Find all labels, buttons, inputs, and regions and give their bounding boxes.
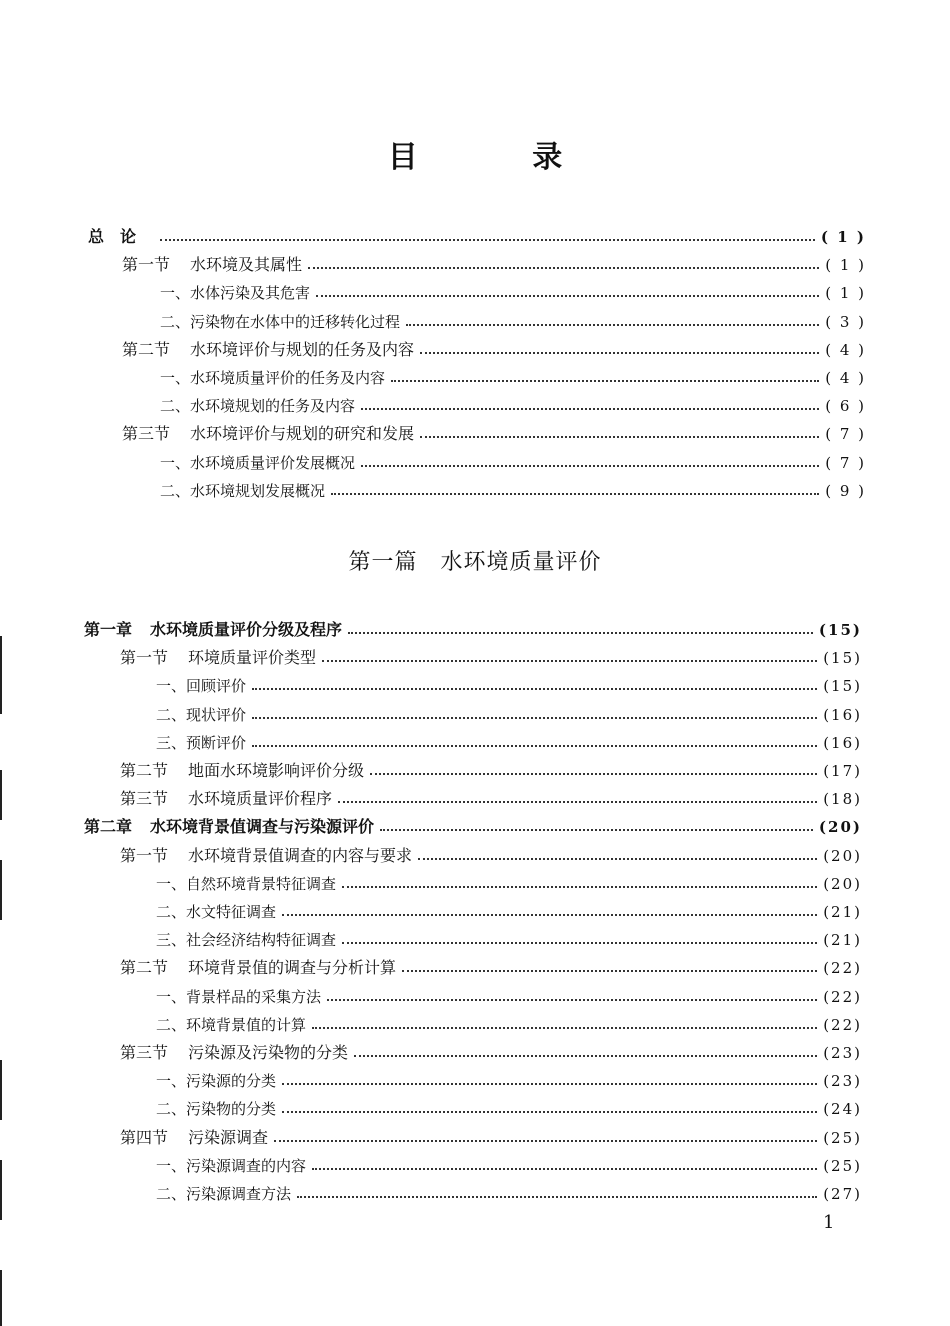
dot-leader [308, 267, 819, 269]
toc-entry [120, 645, 862, 671]
toc-entry-label [156, 1153, 306, 1179]
toc-entry-label [120, 758, 364, 784]
toc-entry [156, 871, 862, 897]
toc-entry-page: (16) [823, 733, 862, 752]
dot-leader [402, 970, 817, 972]
toc-entry-label [160, 309, 400, 335]
toc-entry-text: 水环境背景值调查的内容与要求 [188, 845, 413, 865]
toc-entry-text: 水环境及其属性 [190, 255, 303, 275]
toc-entry-label [156, 984, 321, 1010]
page-title: 目 录 [387, 140, 615, 175]
toc-entry-page: (15) [823, 649, 862, 668]
dot-leader [252, 745, 817, 747]
toc-entry-text: 水环境评价与规划的研究和发展 [190, 424, 415, 444]
toc-entry-text: 一、水环境质量评价的任务及内容 [160, 369, 386, 387]
toc-entry [120, 758, 862, 784]
toc-entry-page: (22) [823, 987, 862, 1006]
dot-leader [406, 324, 819, 326]
toc-entry-label [120, 786, 332, 812]
toc-entry-label [120, 843, 412, 869]
toc-entry-page: ( 7 ) [825, 453, 866, 472]
toc-entry-text: 二、水环境规划发展概况 [160, 481, 326, 500]
dot-leader [338, 801, 817, 803]
toc-entry-label [84, 617, 342, 643]
toc-entry-text: 环境质量评价类型 [188, 648, 317, 668]
toc-entry-number: 第三节 [122, 424, 171, 444]
toc-entry-number: 第二章 [84, 817, 133, 837]
toc-entry-number: 第四节 [120, 1127, 169, 1147]
toc-entry [160, 450, 866, 476]
toc-entry-text: 二、现状评价 [156, 705, 247, 724]
toc-entry-label [160, 393, 355, 419]
scan-margin-mark [0, 860, 2, 920]
dot-leader [274, 1140, 817, 1142]
toc-entry [84, 617, 862, 643]
toc-entry-page: (22) [823, 959, 862, 978]
toc-entry-number: 总 论 [88, 227, 137, 246]
dot-leader [361, 465, 819, 467]
toc-entry-page: (21) [823, 903, 862, 921]
toc-entry-page: ( 4 ) [825, 340, 866, 359]
dot-leader [160, 239, 815, 241]
toc-entry-label [156, 871, 336, 897]
dot-leader [420, 436, 819, 438]
toc-entry-text: 水环境评价与规划的任务及内容 [190, 339, 415, 359]
toc-entry-text: 二、水环境规划的任务及内容 [160, 397, 356, 416]
toc-entry-page: (15) [818, 621, 862, 639]
toc-entry [120, 1040, 862, 1066]
toc-entry [156, 673, 862, 699]
toc-entry [156, 1181, 862, 1207]
toc-entry [120, 843, 862, 869]
toc-entry-page: (20) [818, 818, 862, 837]
toc-entry-page: (20) [823, 874, 862, 893]
dot-leader [282, 1083, 817, 1085]
dot-leader [348, 632, 813, 634]
toc-entry-number: 第二节 [120, 761, 169, 780]
dot-leader [327, 999, 817, 1001]
toc-entry-number: 第一章 [84, 620, 133, 639]
toc-entry-label [120, 1040, 348, 1066]
scan-margin-mark [0, 770, 2, 820]
toc-entry-page: ( 1 ) [825, 284, 866, 303]
toc-entry-page: ( 3 ) [825, 312, 866, 331]
toc-entry-label [156, 1068, 276, 1094]
toc-entry [120, 1125, 862, 1151]
dot-leader [282, 914, 817, 916]
toc-entry-text: 水环境质量评价程序 [188, 789, 333, 809]
dot-leader [418, 858, 817, 860]
toc-entry-page: (20) [823, 846, 862, 865]
toc-entry-page: ( 4 ) [825, 369, 866, 387]
toc-entry-label [156, 899, 276, 925]
scan-margin-mark [0, 1270, 2, 1326]
toc-entry-page: ( 1 ) [825, 256, 866, 275]
toc-entry-label [88, 224, 154, 250]
toc-entry-text: 一、水环境质量评价发展概况 [160, 453, 356, 472]
toc-entry [156, 984, 862, 1010]
toc-entry [84, 814, 862, 840]
toc-entry [122, 252, 866, 278]
toc-entry-text: 一、水体污染及其危害 [160, 284, 311, 303]
toc-entry-text: 水环境背景值调查与污染源评价 [150, 817, 375, 837]
toc-entry [156, 702, 862, 728]
dot-leader [370, 773, 817, 775]
toc-entry [156, 1012, 862, 1038]
toc-entry-text: 污染源调查 [188, 1127, 269, 1147]
toc-entry-text: 一、污染源调查的内容 [156, 1156, 307, 1175]
toc-entry-text: 一、污染源的分类 [156, 1072, 277, 1091]
toc-entry-number: 第一节 [120, 648, 169, 668]
toc-entry-label [160, 478, 325, 504]
scan-margin-mark [0, 1060, 2, 1120]
dot-leader [312, 1027, 817, 1029]
scan-margin-mark [0, 1160, 2, 1220]
dot-leader [361, 408, 819, 410]
toc-entry-text: 地面水环境影响评价分级 [188, 761, 365, 780]
dot-leader [342, 942, 817, 944]
dot-leader [297, 1196, 817, 1198]
toc-entry [88, 224, 866, 250]
toc-entry [156, 899, 862, 925]
toc-entry-text: 二、污染物在水体中的迁移转化过程 [160, 312, 401, 331]
toc-entry-text: 二、污染物的分类 [156, 1100, 277, 1119]
toc-entry-page: (24) [823, 1100, 862, 1119]
toc-entry-label [156, 927, 336, 953]
dot-leader [354, 1055, 817, 1057]
toc-entry-text: 三、社会经济结构特征调查 [156, 931, 337, 950]
toc-entry-page: (23) [823, 1072, 862, 1091]
toc-entry-label [156, 702, 246, 728]
toc-entry-text: 一、背景样品的采集方法 [156, 987, 322, 1006]
dot-leader [252, 717, 817, 719]
toc-entry-page: (22) [823, 1015, 862, 1034]
toc-entry-text: 污染源及污染物的分类 [188, 1043, 349, 1062]
dot-leader [380, 829, 813, 831]
toc-entry-page: ( 9 ) [825, 481, 866, 500]
toc-entry-label [120, 645, 316, 671]
dot-leader [331, 493, 819, 495]
toc-entry [160, 478, 866, 504]
toc-entry-text: 水环境质量评价分级及程序 [150, 620, 343, 639]
toc-entry-label [156, 730, 246, 756]
toc-entry-page: (23) [823, 1044, 862, 1062]
toc-entry-label [156, 1012, 306, 1038]
dot-leader [282, 1111, 817, 1113]
toc-entry [160, 309, 866, 335]
dot-leader [312, 1168, 817, 1170]
toc-entry-page: (25) [823, 1128, 862, 1147]
toc-entry-page: ( 1 ) [820, 228, 866, 246]
toc-entry-page: (25) [823, 1156, 862, 1175]
dot-leader [391, 380, 819, 382]
toc-entry-page: (16) [823, 705, 862, 724]
toc-entry-text: 二、环境背景值的计算 [156, 1015, 307, 1034]
toc-entry [156, 730, 862, 756]
toc-entry-text: 三、预断评价 [156, 733, 247, 752]
toc-entry-label [160, 450, 355, 476]
toc-entry-label [120, 1125, 268, 1151]
dot-leader [322, 660, 817, 662]
toc-entry [122, 421, 866, 447]
toc-entry [160, 280, 866, 306]
toc-entry-page: (21) [823, 931, 862, 950]
toc-entry-text: 一、回顾评价 [156, 677, 247, 696]
toc-entry-label [120, 955, 396, 981]
toc-entry-page: (18) [823, 790, 862, 809]
toc-entry-text: 一、自然环境背景特征调查 [156, 874, 337, 893]
toc-entry-label [84, 814, 374, 840]
toc-entry [156, 927, 862, 953]
toc-entry-page: (15) [823, 677, 862, 696]
toc-entry [120, 786, 862, 812]
toc-entry-number: 第二节 [120, 958, 169, 978]
toc-entry-label [156, 673, 246, 699]
toc-entry-text: 二、污染源调查方法 [156, 1185, 292, 1203]
toc-entry-label [156, 1181, 291, 1207]
toc-entry-number: 第二节 [122, 339, 171, 359]
toc-entry-label [122, 252, 302, 278]
toc-entry [122, 337, 866, 363]
toc-entry-label [122, 421, 414, 447]
toc-entry-number: 第一节 [120, 845, 169, 865]
toc-entry-page: (27) [823, 1185, 862, 1203]
dot-leader [342, 886, 817, 888]
dot-leader [252, 688, 817, 690]
toc-entry [160, 365, 866, 391]
toc-entry-number: 第三节 [120, 1043, 169, 1062]
toc-entry-page: (17) [823, 762, 862, 780]
toc-entry-text: 环境背景值的调查与分析计算 [188, 958, 397, 978]
toc-entry-page: ( 6 ) [825, 397, 866, 416]
part-title: 第一篇 水环境质量评价 [348, 550, 602, 575]
toc-entry-page: ( 7 ) [825, 425, 866, 444]
toc-entry-label [160, 280, 310, 306]
toc-entry-number: 第一节 [122, 255, 171, 275]
toc-entry [120, 955, 862, 981]
toc-entry-text: 二、水文特征调查 [156, 903, 277, 921]
toc-entry [156, 1153, 862, 1179]
dot-leader [316, 295, 819, 297]
dot-leader [420, 352, 819, 354]
toc-entry [156, 1096, 862, 1122]
toc-entry-label [122, 337, 414, 363]
scan-margin-mark [0, 636, 2, 714]
toc-entry-label [160, 365, 385, 391]
page-number: 1 [823, 1212, 835, 1233]
toc-entry [160, 393, 866, 419]
toc-entry-number: 第三节 [120, 789, 169, 809]
toc-entry-label [156, 1096, 276, 1122]
toc-entry [156, 1068, 862, 1094]
